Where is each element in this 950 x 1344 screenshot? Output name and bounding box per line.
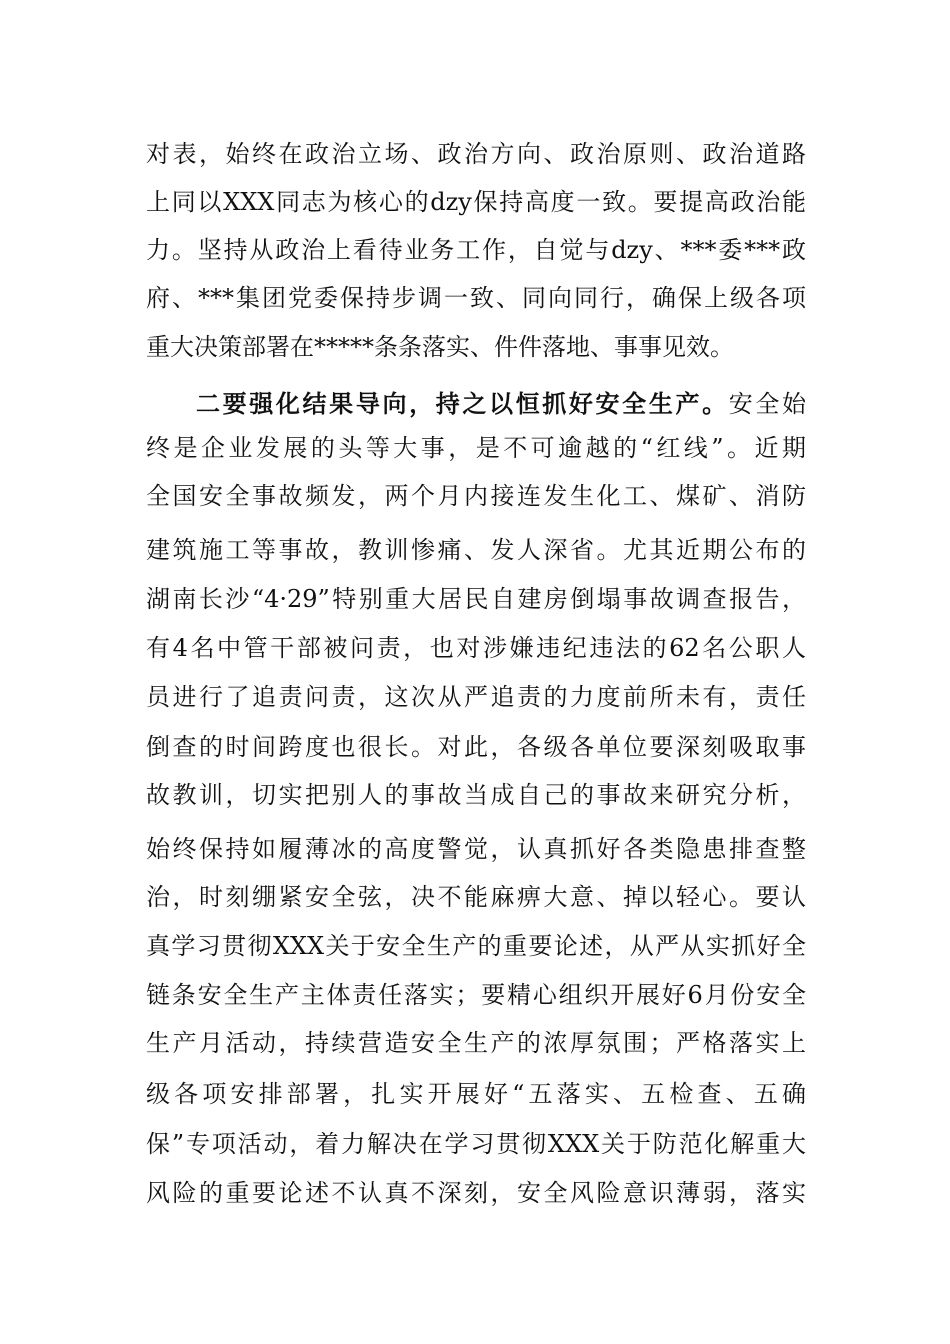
text-line: 湖南长沙“4·29”特别重大居民自建房倒塌事故调查报告， bbox=[146, 585, 806, 613]
text-line: 员进行了追责问责，这次从严追责的力度前所未有，责任 bbox=[146, 683, 806, 711]
text-line: 有4名中管干部被问责，也对涉嫌违纪违法的62名公职人 bbox=[146, 634, 806, 662]
section-heading-line bbox=[196, 382, 806, 426]
text-line: 链条安全生产主体责任落实；要精心组织开展好6月份安全 bbox=[146, 981, 806, 1009]
text-fragment: 安全始 bbox=[728, 390, 807, 418]
text-line: 风险的重要论述不认真不深刻，安全风险意识薄弱，落实 bbox=[146, 1179, 806, 1207]
text-line: 府、***集团党委保持步调一致、同向同行，确保上级各项 bbox=[146, 284, 806, 312]
text-line: 对表，始终在政治立场、政治方向、政治原则、政治道路 bbox=[146, 140, 806, 168]
text-line: 治，时刻绷紧安全弦，决不能麻痹大意、掉以轻心。要认 bbox=[146, 883, 806, 911]
text-line: 终是企业发展的头等大事，是不可逾越的“红线”。近期 bbox=[146, 434, 806, 462]
text-line: 真学习贯彻XXX关于安全生产的重要论述，从严从实抓好全 bbox=[146, 932, 806, 960]
text-line: 始终保持如履薄冰的高度警觉，认真抓好各类隐患排查整 bbox=[146, 835, 806, 863]
text-line: 建筑施工等事故，教训惨痛、发人深省。尤其近期公布的 bbox=[146, 536, 806, 564]
text-line: 倒查的时间跨度也很长。对此，各级各单位要深刻吸取事 bbox=[146, 733, 806, 761]
text-line: 生产月活动，持续营造安全生产的浓厚氛围；严格落实上 bbox=[146, 1029, 806, 1057]
text-line: 级各项安排部署，扎实开展好“五落实、五检查、五确 bbox=[146, 1080, 806, 1108]
text-line: 上同以XXX同志为核心的dzy保持高度一致。要提高政治能 bbox=[146, 188, 806, 216]
text-line: 保”专项活动，着力解决在学习贯彻XXX关于防范化解重大 bbox=[146, 1130, 806, 1158]
section-heading: 二要强化结果导向，持之以恒抓好安全生产。 bbox=[196, 389, 729, 418]
text-line: 力。坚持从政治上看待业务工作，自觉与dzy、***委***政 bbox=[146, 236, 806, 264]
text-line: 故教训，切实把别人的事故当成自己的事故来研究分析， bbox=[146, 781, 806, 809]
text-line: 重大决策部署在*****条条落实、件件落地、事事见效。 bbox=[146, 333, 734, 361]
text-line: 全国安全事故频发，两个月内接连发生化工、煤矿、消防 bbox=[146, 482, 806, 510]
